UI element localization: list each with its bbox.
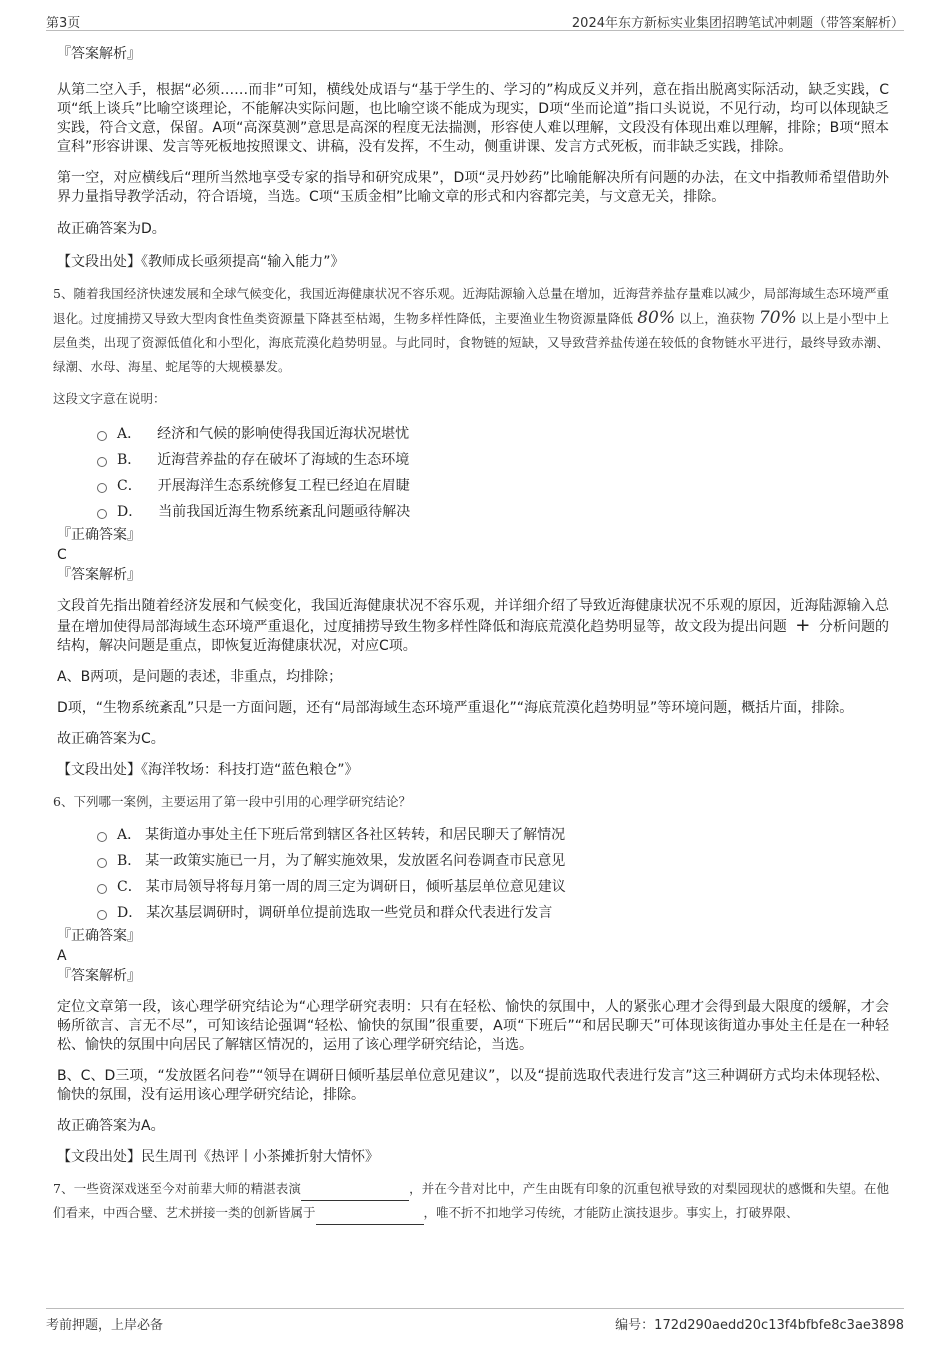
radio-icon[interactable]	[97, 884, 107, 894]
radio-icon[interactable]	[97, 431, 107, 441]
option-c[interactable]: C． 开展海洋生态系统修复工程已经迫在眉睫	[97, 473, 889, 499]
question-prompt: 这段文字意在说明：	[53, 391, 166, 406]
option-a[interactable]: A． 经济和气候的影响使得我国近海状况堪忧	[97, 421, 889, 447]
question-4-analysis	[57, 44, 889, 272]
analysis-paragraph: 从第二空入手，根据“必须……而非”可知，横线处成语与“基于学生的、学习的”构成反义并列，意在指出脱离实际活动，缺乏实践，C项“纸上谈兵”比喻空谈理论，不能解决实际问题，也比喻空谈不能成为现实，D项“坐而论道”指口头说说，不见行动，均可以体现缺乏实践，符合文意，保留。A项“高深莫测”意思是高深的程度无法揣测，形容使人难以理解，文段没有体现出难以理解，排除；B项“照本宣科”形容讲课、发言等死板地按照课文、讲稿，没有发挥，不生动，侧重讲课、发言方式死板，而非缺乏实践，排除。	[57, 82, 889, 155]
answer-conclusion: 故正确答案为C。	[57, 731, 165, 747]
analysis-paragraph: 第一空，对应横线后“理所当然地享受专家的指导和研究成果”，D项“灵丹妙药”比喻能解决所有问题的办法，在文中指教师希望借助外界力量指导教学活动，符合语境，当选。C项“玉质金相”比喻文章的形式和内容都完美，与文意无关，排除。	[57, 170, 889, 205]
analysis-paragraph: 定位文章第一段，该心理学研究结论为“心理学研究表明：只有在轻松、愉快的氛围中，人的紧张心理才会得到最大限度的缓解，才会畅所欲言、言无不尽”，可知该结论强调“轻松、愉快的氛围”很重要，A项“下班后”“和居民聊天”可体现该街道办事处主任是在一种轻松、愉快的氛围中向居民了解辖区情况的，运用了该心理学研究结论，当选。	[57, 999, 889, 1053]
question-stem: 7、一些资深戏迷至今对前辈大师的精湛表演 ，并在今昔对比中，产生由既有印象的沉重包袱导致的对梨园现状的感慨和失望。在他们看来，中西合璧、艺术拼接一类的创新皆属于 ，唯不折不扣地学习传统，才能防止演技退步。事实上，打破界限、	[53, 1177, 889, 1225]
source-citation: 【文段出处】《教师成长亟须提高“输入能力”》	[57, 254, 345, 270]
option-d[interactable]: D． 当前我国近海生物系统紊乱问题亟待解决	[97, 499, 889, 525]
option-c[interactable]: C． 某市局领导将每月第一周的周三定为调研日，倾听基层单位意见建议	[97, 874, 889, 900]
page-number: 第3页	[46, 16, 81, 31]
analysis-label: 『答案解析』	[57, 567, 141, 583]
question-stem: 5、随着我国经济快速发展和全球气候变化，我国近海健康状况不容乐观。近海陆源输入总量在增加，近海营养盐存量难以减少，局部海域生态环境严重退化。过度捕捞又导致大型肉食性鱼类资源量下降甚至枯竭，生物多样性降低，主要渔业生物资源量降低 80% 以上，渔获物 70% 以上是小型中上层鱼类，出现了资源低值化和小型化，海底荒漠化趋势明显。与此同时，食物链的短缺，又导致营养盐传递在较低的食物链水平进行，最终导致赤潮、绿潮、水母、海星、蛇尾等的大规模暴发。	[53, 286, 889, 374]
plus-sign: +	[795, 615, 811, 636]
correct-answer: A	[57, 948, 67, 964]
option-b[interactable]: B． 近海营养盐的存在破坏了海域的生态环境	[97, 447, 889, 473]
radio-icon[interactable]	[97, 832, 107, 842]
option-a[interactable]: A． 某街道办事处主任下班后常到辖区各社区转转，和居民聊天了解情况	[97, 822, 889, 848]
source-citation: 【文段出处】民生周刊《热评丨小茶摊折射大情怀》	[57, 1149, 379, 1165]
page-header	[46, 8, 904, 31]
footer-slogan: 考前押题，上岸必备	[46, 1318, 164, 1333]
question-stem: 6、下列哪一案例，主要运用了第一段中引用的心理学研究结论？	[53, 794, 411, 809]
radio-icon[interactable]	[97, 509, 107, 519]
radio-icon[interactable]	[97, 457, 107, 467]
fill-blank[interactable]	[316, 1210, 424, 1225]
correct-answer-label: 『正确答案』	[57, 928, 141, 944]
fill-blank[interactable]	[301, 1186, 409, 1201]
question-5	[53, 282, 890, 780]
analysis-label: 『答案解析』	[57, 968, 141, 984]
analysis-paragraph: D项，“生物系统紊乱”只是一方面问题，还有“局部海域生态环境严重退化”“海底荒漠化趋势明显”等环境问题，概括片面，排除。	[57, 700, 854, 716]
percent-80: 80%	[637, 308, 676, 328]
analysis-paragraph: B、C、D三项，“发放匿名问卷”“领导在调研日倾听基层单位意见建议”，以及“提前选取代表进行发言”这三种调研方式均未体现轻松、愉快的氛围，没有运用该心理学研究结论，排除。	[57, 1068, 889, 1103]
document-id: 编号：172d290aedd20c13f4bfbfe8c3ae3898	[615, 1318, 904, 1333]
source-citation: 【文段出处】《海洋牧场：科技打造“蓝色粮仓”》	[57, 762, 359, 778]
option-b[interactable]: B． 某一政策实施已一月，为了解实施效果，发放匿名问卷调查市民意见	[97, 848, 889, 874]
answer-conclusion: 故正确答案为D。	[57, 221, 166, 237]
correct-answer: C	[57, 547, 67, 563]
answer-conclusion: 故正确答案为A。	[57, 1118, 165, 1134]
document-body	[53, 44, 890, 1225]
document-title: 2024年东方新标实业集团招聘笔试冲刺题（带答案解析）	[571, 16, 904, 31]
option-d[interactable]: D． 某次基层调研时，调研单位提前选取一些党员和群众代表进行发言	[97, 900, 889, 926]
radio-icon[interactable]	[97, 910, 107, 920]
option-list	[57, 822, 889, 926]
question-6	[53, 790, 889, 1167]
analysis-label: 『答案解析』	[57, 46, 141, 62]
correct-answer-label: 『正确答案』	[57, 527, 141, 543]
analysis-paragraph: A、B两项，是问题的表述，非重点，均排除；	[57, 669, 343, 685]
question-7	[53, 1177, 889, 1225]
percent-70: 70%	[758, 308, 797, 328]
option-list	[57, 421, 889, 525]
analysis-paragraph: 文段首先指出随着经济发展和气候变化，我国近海健康状况不容乐观，并详细介绍了导致近海健康状况不乐观的原因，近海陆源输入总量在增加使得局部海域生态环境严重退化，过度捕捞导致生物多样性降低和海底荒漠化趋势明显等，故文段为提出问题 + 分析问题的结构，解决问题是重点，即恢复近海健康状况，对应C项。	[57, 598, 890, 654]
page-footer	[46, 1308, 904, 1335]
radio-icon[interactable]	[97, 483, 107, 493]
radio-icon[interactable]	[97, 858, 107, 868]
